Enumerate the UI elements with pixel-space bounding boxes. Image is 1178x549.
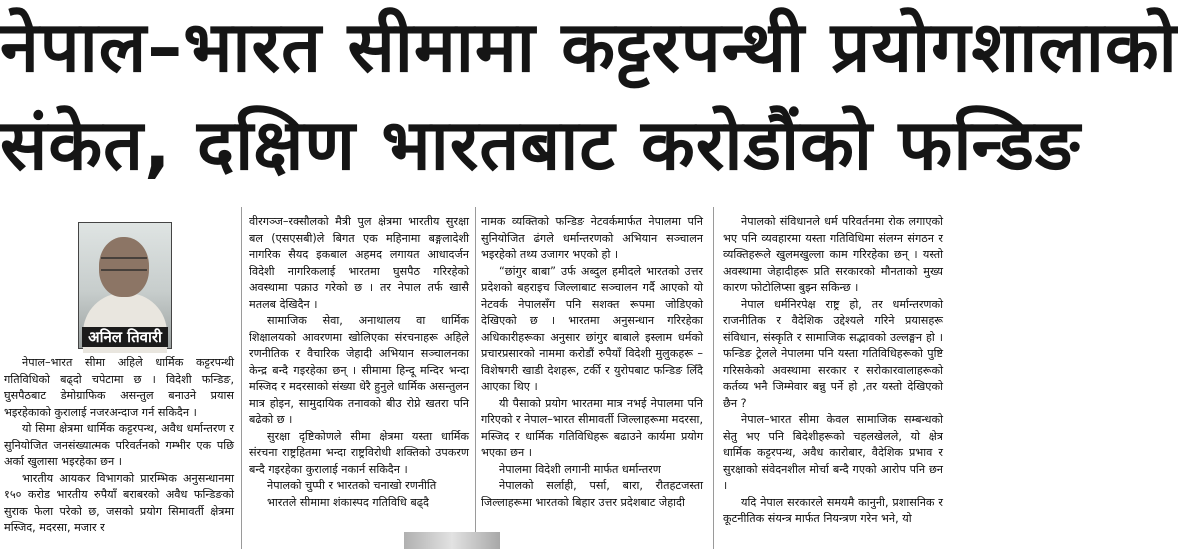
paragraph: सुरक्षा दृष्टिकोणले सीमा क्षेत्रमा यस्ता धार्मिक संरचना राष्ट्रहितमा भन्दा राष्ट्रविरोधी शक्तिको उपकरण बन्दै गइरहेका कुरालाई नकार्न सकिदैन । [249,429,469,476]
paragraph: यी पैसाको प्रयोग भारतमा मात्र नभई नेपालमा पनि गरिएको र नेपाल–भारत सीमावर्ती जिल्लाहरूमा मदरसा, मस्जिद र धार्मिक गतिविधिहरू बढाउने कार्यमा प्रयोग भएका छन । [481,396,703,459]
author-name: अनिल तिवारी [82,327,168,347]
article-column-3 [481,214,703,511]
inset-photo-strip [404,532,500,549]
paragraph: नेपाल–भारत सीमा अहिले धार्मिक कट्टरपन्थी गतिविधिको बढ्दो चपेटामा छ । विदेशी फन्डिङ, घुसपैठबाट डेमोग्राफिक असन्तुल बनाउने प्रयास भइरहेकाको कुरालाई नजरअन्दाज गर्न सकिदैन । [4,356,234,419]
paragraph: यदि नेपाल सरकारले समयमै कानुनी, प्रशासनिक र कूटनीतिक संयन्त्र मार्फत नियन्त्रण गरेन भने, यो [723,495,943,525]
paragraph: नेपाल–भारत सीमा केवल सामाजिक सम्बन्धको सेतु भए पनि बिदेशीहरूको चहलखेलले, यो क्षेत्र धार्मिक कट्टरपन्थ, अवैध कारोबार, वैदेशिक प्रभाव र सुरक्षाको संवेदनशील मोर्चा बन्दै गएको आरोप पनि छन । [723,413,943,492]
column-divider [475,207,476,549]
paragraph: नेपाल धर्मनिरपेक्ष राष्ट्र हो, तर धर्मान्तरणको राजनीतिक र वैदेशिक उद्देश्यले गरिने प्रयासहरू संविधान, संस्कृति र सामाजिक सद्भावको उल्लङ्घन हो । फन्डिङ ट्रेलले नेपालमा पनि यस्ता गतिविधिहरूको पुष्टि गरिसकेको अवस्थामा सरकार र सरोकारवालाहरूको कर्तव्य भनै जिम्मेवार बन्नु पर्ने हो ,तर यस्तो देखिएको छैन ? [723,297,943,410]
paragraph: सामाजिक सेवा, अनाथालय वा धार्मिक शिक्षालयको आवरणमा खोलिएका संरचनाहरू अहिले रणनीतिक र वैचारिक जेहादी अभियान सञ्चालनका केन्द्र बन्दै गइरहेका छन् । सीमामा हिन्दू मन्दिर भन्दा मस्जिद र मदरसाको संख्या धेरै हुनुले धार्मिक असन्तुलन मात्र होइन, सामुदायिक तनावको बीउ रोप्ने खतरा पनि बढेको छ । [249,314,469,426]
paragraph: नेपालको सर्लाही, पर्सा, बारा, रौतहटजस्ता जिल्लाहरूमा भारतको बिहार उत्तर प्रदेशबाट जेहादी [481,479,703,509]
paragraph: वीरगञ्ज–रक्सौलको मैत्री पुल क्षेत्रमा भारतीय सुरक्षा बल (एसएसबी)ले बिगत एक महिनामा बङ्गलादेशी नागरिक सैयद इकबाल अहमद लगायत आधादर्जन विदेशी नागरिकलाई भारतमा घुसपैठ गरिरहेको अवस्थामा पक्राउ गरेको छ । तर नेपाल तर्फ खासै मतलब देखिदैन । [249,215,469,311]
article-column-1 [4,355,234,537]
paragraph: “छांगुर बाबा” उर्फ अब्दुल हमीदले भारतको उत्तर प्रदेशको बहराइच जिल्लाबाट सञ्चालन गर्दै आएको यो नेटवर्क नेपालसँग पनि सशक्त रूपमा जोडिएको देखिएको छ । भारतमा अनुसन्धान गरिरहेका अधिकारीहरूका अनुसार छांगुर बाबाले इस्लाम धर्मको प्रचारप्रसारको नाममा करोडौं रुपैयाँ विदेशी मुलुकहरू – विशेषगरी खाडी देशहरू, टर्की र युरोपबाट फन्डिङ लिँदै आएका थिए । [481,264,703,393]
column-divider [713,207,714,549]
paragraph: भारतले सीमामा शंकास्पद गतिविधि बढ्दै [267,495,430,509]
paragraph: नेपालको संविधानले धर्म परिवर्तनमा रोक लगाएको भए पनि व्यवहारमा यस्ता गतिविधिमा संलग्न संगठन र व्यक्तिहरूले खुलमखुल्ला काम गरिरहेका छन् । यस्तो अवस्थामा जेहादीहरू प्रति सरकारको मौनताको मुख्य कारण फोटोलिप्सा बुझ्न सकिन्छ । [723,215,943,294]
headline-line-1: नेपाल–भारत सीमामा कट्टरपन्थी प्रयोगशालाको [0,6,1178,88]
subheading: नेपालमा विदेशी लगानी मार्फत धर्मान्तरण [499,462,661,476]
column-divider [241,207,242,549]
author-photo-glasses [101,257,147,271]
paragraph: नामक व्यक्तिको फन्डिङ नेटवर्कमार्फत नेपालमा पनि सुनियोजित ढंगले धर्मान्तरणको अभियान सञ्चालन भइरहेको तथ्य उजागर भएको हो । [481,215,703,261]
paragraph: यो सिमा क्षेत्रमा धार्मिक कट्टरपन्थ, अवैध धर्मान्तरण र सुनियोजित जनसंख्यात्मक परिवर्तनको गम्भीर एक पछि अर्का खुलासा भइरहेका छन । [4,422,234,468]
article-column-2 [249,214,469,511]
paragraph: भारतीय आयकर विभागको प्रारम्भिक अनुसन्धानमा १५० करोड भारतीय रुपैयाँ बराबरको अवैध फन्डिङको सुराक फेला परेको छ, जसको प्रयोग सिमावर्ती क्षेत्रमा मस्जिद, मदरसा, मजार र [4,471,234,534]
headline-line-2: संकेत, दक्षिण भारतबाट करोडौंको फन्डिङ [0,104,1081,186]
article-column-4 [723,214,943,528]
subheading: नेपालको चुप्पी र भारतको चनाखो रणनीति [267,479,437,492]
